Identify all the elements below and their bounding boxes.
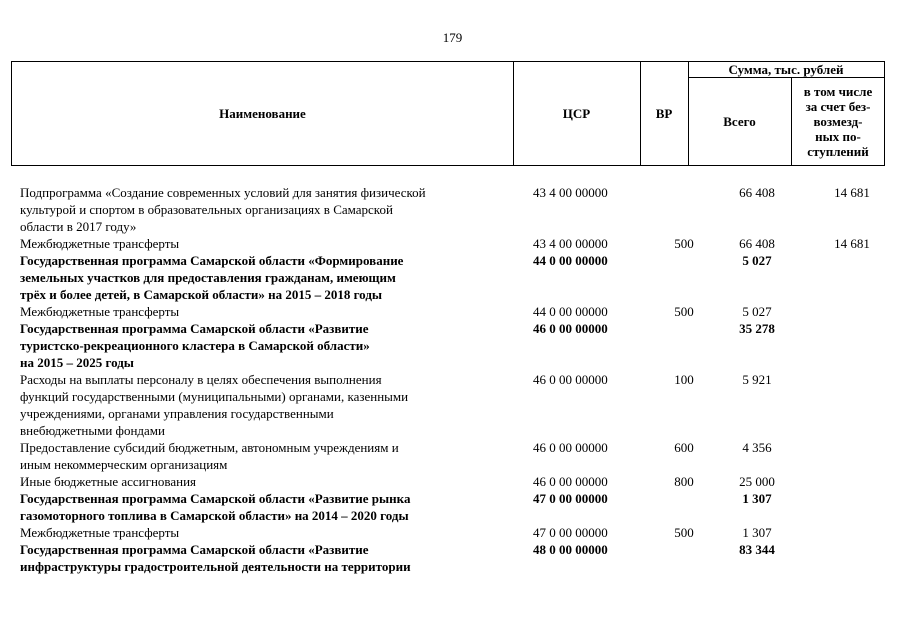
row-name-line: Подпрограмма «Создание современных условий для занятия физической xyxy=(20,185,426,200)
row-name-line: инфраструктуры градостроительной деятельности на территории xyxy=(20,559,411,574)
row-total: 1 307 xyxy=(742,491,772,506)
header-name: Наименование xyxy=(219,106,306,121)
row-name xyxy=(20,252,520,303)
row-total: 5 921 xyxy=(742,372,772,387)
page-number: 179 xyxy=(442,30,463,45)
row-csr: 43 4 00 00000 xyxy=(533,185,608,200)
row-name xyxy=(20,184,520,235)
header-free-line: ступлений xyxy=(807,144,869,159)
row-total: 25 000 xyxy=(739,474,775,489)
row-total: 83 344 xyxy=(739,542,775,557)
row-name-line: функций государственными (муниципальными) органами, казенными xyxy=(20,389,409,404)
row-vr: 800 xyxy=(674,474,694,489)
row-vr: 100 xyxy=(674,372,694,387)
row-name-line: Государственная программа Самарской области «Развитие рынка xyxy=(20,491,411,506)
row-vr: 600 xyxy=(674,440,694,455)
table-row xyxy=(20,490,890,524)
row-name xyxy=(20,490,520,524)
row-vr: 500 xyxy=(674,304,694,319)
header-csr: ЦСР xyxy=(562,106,591,121)
header-free-line: за счет без- xyxy=(805,99,871,114)
row-name-line: газомоторного топлива в Самарской области» на 2014 – 2020 годы xyxy=(20,508,409,523)
row-name-line: области в 2017 году» xyxy=(20,219,137,234)
row-name-line: Расходы на выплаты персоналу в целях обеспечения выполнения xyxy=(20,372,382,387)
row-name-line: внебюджетными фондами xyxy=(20,423,165,438)
row-name-line: Государственная программа Самарской области «Развитие xyxy=(20,542,369,557)
header-free-line: в том числе xyxy=(803,84,873,99)
row-name-line: трёх и более детей, в Самарской области» на 2015 – 2018 годы xyxy=(20,287,383,302)
table-row xyxy=(20,184,890,235)
row-name-line: Иные бюджетные ассигнования xyxy=(20,474,197,489)
row-name-line: Государственная программа Самарской области «Формирование xyxy=(20,253,404,268)
header-free-receipts xyxy=(792,78,884,165)
header-total: Всего xyxy=(723,114,756,129)
row-name-line: Межбюджетные трансферты xyxy=(20,525,180,540)
row-csr: 47 0 00 00000 xyxy=(533,525,608,540)
table-body xyxy=(20,184,890,575)
row-csr: 46 0 00 00000 xyxy=(533,474,608,489)
row-name-line: Межбюджетные трансферты xyxy=(20,236,180,251)
row-name xyxy=(20,235,520,252)
row-csr: 43 4 00 00000 xyxy=(533,236,608,251)
row-csr: 46 0 00 00000 xyxy=(533,372,608,387)
row-name-line: Межбюджетные трансферты xyxy=(20,304,180,319)
table-row xyxy=(20,473,890,490)
header-free-line: ных по- xyxy=(815,129,861,144)
row-total: 5 027 xyxy=(742,253,772,268)
row-csr: 44 0 00 00000 xyxy=(533,253,608,268)
row-name-line: учреждениями, органами управления государственными xyxy=(20,406,334,421)
row-name xyxy=(20,473,520,490)
header-vr: ВР xyxy=(655,106,673,121)
table-row xyxy=(20,303,890,320)
row-total: 66 408 xyxy=(739,185,775,200)
table-row xyxy=(20,252,890,303)
row-csr: 48 0 00 00000 xyxy=(533,542,608,557)
header-free-line: возмезд- xyxy=(813,114,863,129)
table-row xyxy=(20,541,890,575)
table-header xyxy=(11,61,885,166)
row-name xyxy=(20,303,520,320)
row-name xyxy=(20,524,520,541)
row-name xyxy=(20,371,520,439)
row-name-line: Предоставление субсидий бюджетным, автономным учреждениям и xyxy=(20,440,399,455)
row-csr: 44 0 00 00000 xyxy=(533,304,608,319)
row-name-line: на 2015 – 2025 годы xyxy=(20,355,134,370)
row-vr: 500 xyxy=(674,525,694,540)
row-name-line: культурой и спортом в образовательных организациях в Самарской xyxy=(20,202,393,217)
row-name xyxy=(20,320,520,371)
row-name-line: иным некоммерческим организациям xyxy=(20,457,228,472)
row-csr: 46 0 00 00000 xyxy=(533,440,608,455)
row-name xyxy=(20,541,520,575)
table-row xyxy=(20,371,890,439)
row-name xyxy=(20,439,520,473)
table-row xyxy=(20,439,890,473)
row-name-line: туристско-рекреационного кластера в Самарской области» xyxy=(20,338,370,353)
row-csr: 47 0 00 00000 xyxy=(533,491,608,506)
table-row xyxy=(20,524,890,541)
row-total: 5 027 xyxy=(742,304,772,319)
row-name-line: Государственная программа Самарской области «Развитие xyxy=(20,321,369,336)
row-total: 66 408 xyxy=(739,236,775,251)
row-free-receipts: 14 681 xyxy=(834,236,870,251)
row-csr: 46 0 00 00000 xyxy=(533,321,608,336)
row-total: 35 278 xyxy=(739,321,775,336)
row-total: 4 356 xyxy=(742,440,772,455)
table-row xyxy=(20,235,890,252)
row-name-line: земельных участков для предоставления гражданам, имеющим xyxy=(20,270,396,285)
row-vr: 500 xyxy=(674,236,694,251)
row-total: 1 307 xyxy=(742,525,772,540)
row-free-receipts: 14 681 xyxy=(834,185,870,200)
header-sum-group: Сумма, тыс. рублей xyxy=(728,62,844,77)
table-row xyxy=(20,320,890,371)
